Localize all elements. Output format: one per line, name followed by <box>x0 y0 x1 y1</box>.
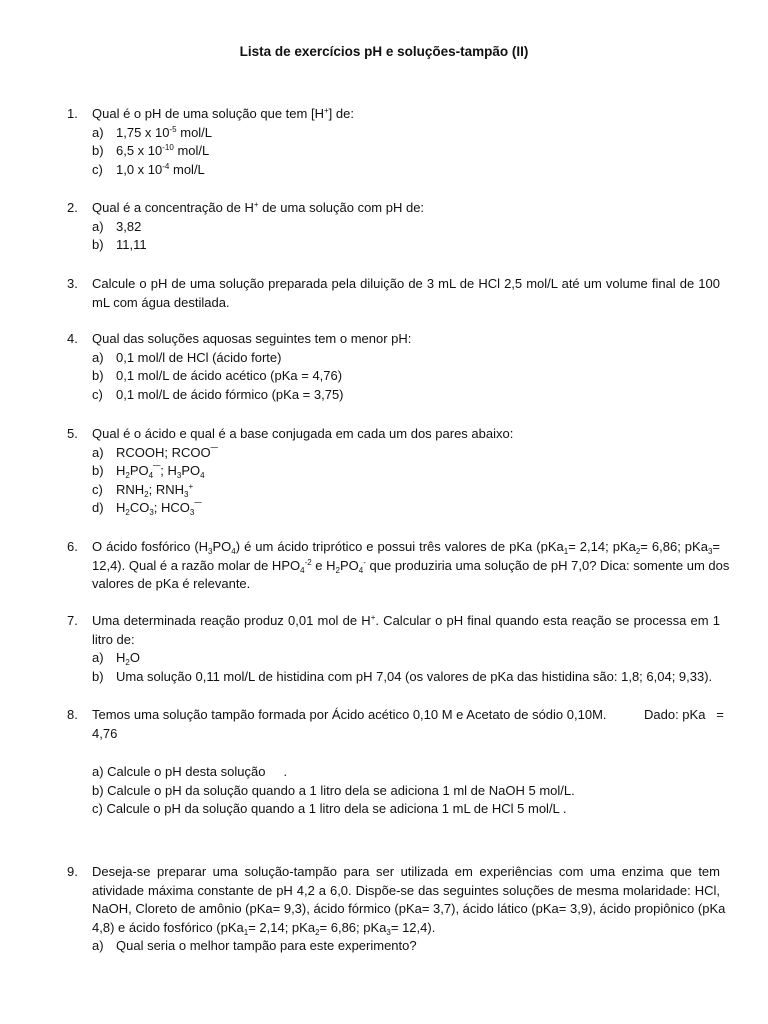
question-text: Deseja-se preparar uma solução-tampão para ser utilizada em experiências com uma enzima que tem <box>92 864 720 879</box>
item-text: Qual seria o melhor tampão para este experimento? <box>116 938 417 953</box>
question-number: 3. <box>67 276 78 291</box>
list-item <box>0 236 768 254</box>
item-text: 11,11 <box>116 237 147 252</box>
question-number: 9. <box>67 864 78 879</box>
item-label: b) <box>92 668 104 684</box>
item-text: c) Calcule o pH da solução quando a 1 litro dela se adiciona 1 mL de HCl 5 mol/L . <box>92 801 567 816</box>
item-text: RCOOH; RCOO¯ <box>116 444 218 460</box>
item-text: 6,5 x $10^{-10}$ mol/L <box>116 143 210 158</box>
item-text: 1,75 x $10^{-5}$ mol/L <box>116 124 213 140</box>
item-text: 1,0 x $10^{-4}$ mol/L <box>116 161 205 177</box>
list-item <box>0 142 768 160</box>
item-text: $RNH_2$; $RNH_3^+$ <box>116 481 194 499</box>
list-item <box>0 649 768 667</box>
item-label: b) <box>92 143 104 158</box>
item-label: b) <box>92 237 104 252</box>
question-number: 7. <box>67 613 78 628</box>
list-item <box>0 367 768 385</box>
list-item <box>0 218 768 236</box>
item-label: c) <box>92 481 103 497</box>
item-label: b) <box>92 463 104 478</box>
item-label: a) <box>92 218 104 234</box>
question-text: Qual é o pH de uma solução que tem [H+] de: <box>92 106 354 121</box>
list-item <box>0 462 768 480</box>
item-text: $H_2PO_4¯$; $H_3PO_4$ <box>116 463 205 480</box>
question-text: 4,8) e ácido fosfórico (pKa$_1$= 2,14; pKa$_2$= 6,86; pKa$_3$= 12,4). <box>92 919 436 937</box>
list-item <box>0 668 768 686</box>
question-number: 2. <box>67 200 78 215</box>
list-item <box>0 782 768 800</box>
item-text: b) Calcule o pH da solução quando a 1 litro dela se adiciona 1 ml de NaOH 5 mol/L. <box>92 782 575 798</box>
question-text: atividade máxima constante de pH 4,2 a 6,0. Dispõe-se das seguintes soluções de mesma molaridade: HCl, <box>92 882 720 898</box>
question-number: 6. <box>67 539 78 554</box>
page-title: Lista de exercícios pH e soluções-tampão (II) <box>239 44 529 59</box>
list-item <box>0 124 768 142</box>
list-item <box>0 161 768 179</box>
list-item <box>0 481 768 499</box>
question-text: 12,4). Qual é a razão molar de $HPO_4^{-2}$ e $H_2PO_4^-$ que produziria uma solução de pH 7,0? Dica: somente um dos <box>92 557 730 575</box>
question-number: 4. <box>67 331 78 346</box>
item-text: $H_2CO_3$; $HCO_3¯$ <box>116 500 202 517</box>
question-text: NaOH, Cloreto de amônio (pKa= 9,3), ácido fórmico (pKa= 3,7), ácido lático (pKa= 3,9), ácido propiônico (pKa <box>92 901 726 916</box>
item-text: 0,1 mol/l de HCl (ácido forte) <box>116 349 282 365</box>
item-text: $H_2O$ <box>116 650 140 667</box>
item-label: a) <box>92 349 104 365</box>
item-text: 3,82 <box>116 218 142 234</box>
item-label: b) <box>92 368 104 383</box>
given-data: Dado: pKa = <box>644 707 724 722</box>
question-text: 4,76 <box>92 725 118 741</box>
question-text: Temos uma solução tampão formada por Ácido acético 0,10 M e Acetato de sódio 0,10M. <box>92 707 607 722</box>
question-text: Qual é a concentração de H+ de uma solução com pH de: <box>92 200 425 215</box>
question-text: Qual é o ácido e qual é a base conjugada em cada um dos pares abaixo: <box>92 426 514 441</box>
list-item <box>0 800 768 818</box>
item-label: a) <box>92 444 104 460</box>
question-text: litro de: <box>92 631 135 647</box>
question-text: valores de pKa é relevante. <box>92 576 251 591</box>
list-item <box>0 386 768 404</box>
item-label: c) <box>92 386 103 402</box>
question-number: 1. <box>67 106 78 121</box>
item-label: d) <box>92 500 104 515</box>
list-item <box>0 444 768 462</box>
item-text: 0,1 mol/L de ácido fórmico (pKa = 3,75) <box>116 386 344 402</box>
list-item <box>0 349 768 367</box>
question-text: O ácido fosfórico $(H_3PO_4)$ é um ácido triprótico e possui três valores de pKa (pKa$_1$= 2,14; pKa$_2$= 6,86; pKa$_3$= <box>92 539 720 556</box>
question-text: mL com água destilada. <box>92 294 230 310</box>
list-item <box>0 763 768 781</box>
question-number: 8. <box>67 707 78 722</box>
list-item <box>0 937 768 955</box>
list-item <box>0 499 768 517</box>
item-label: a) <box>92 124 104 140</box>
item-label: c) <box>92 161 103 177</box>
question-text: Calcule o pH de uma solução preparada pela diluição de 3 mL de HCl 2,5 mol/L até um volume final de 100 <box>92 276 720 291</box>
item-label: a) <box>92 938 104 953</box>
item-text: Uma solução 0,11 mol/L de histidina com pH 7,04 (os valores de pKa das histidina são: 1,8; 6,04; 9,33). <box>116 668 713 684</box>
item-label: a) <box>92 650 104 665</box>
question-text: Uma determinada reação produz 0,01 mol de H+. Calcular o pH final quando esta reação se processa em 1 <box>92 613 721 628</box>
item-text: 0,1 mol/L de ácido acético (pKa = 4,76) <box>116 368 343 383</box>
question-text: Qual das soluções aquosas seguintes tem o menor pH: <box>92 331 412 346</box>
item-text: a) Calcule o pH desta solução . <box>92 764 288 779</box>
question-number: 5. <box>67 426 78 441</box>
